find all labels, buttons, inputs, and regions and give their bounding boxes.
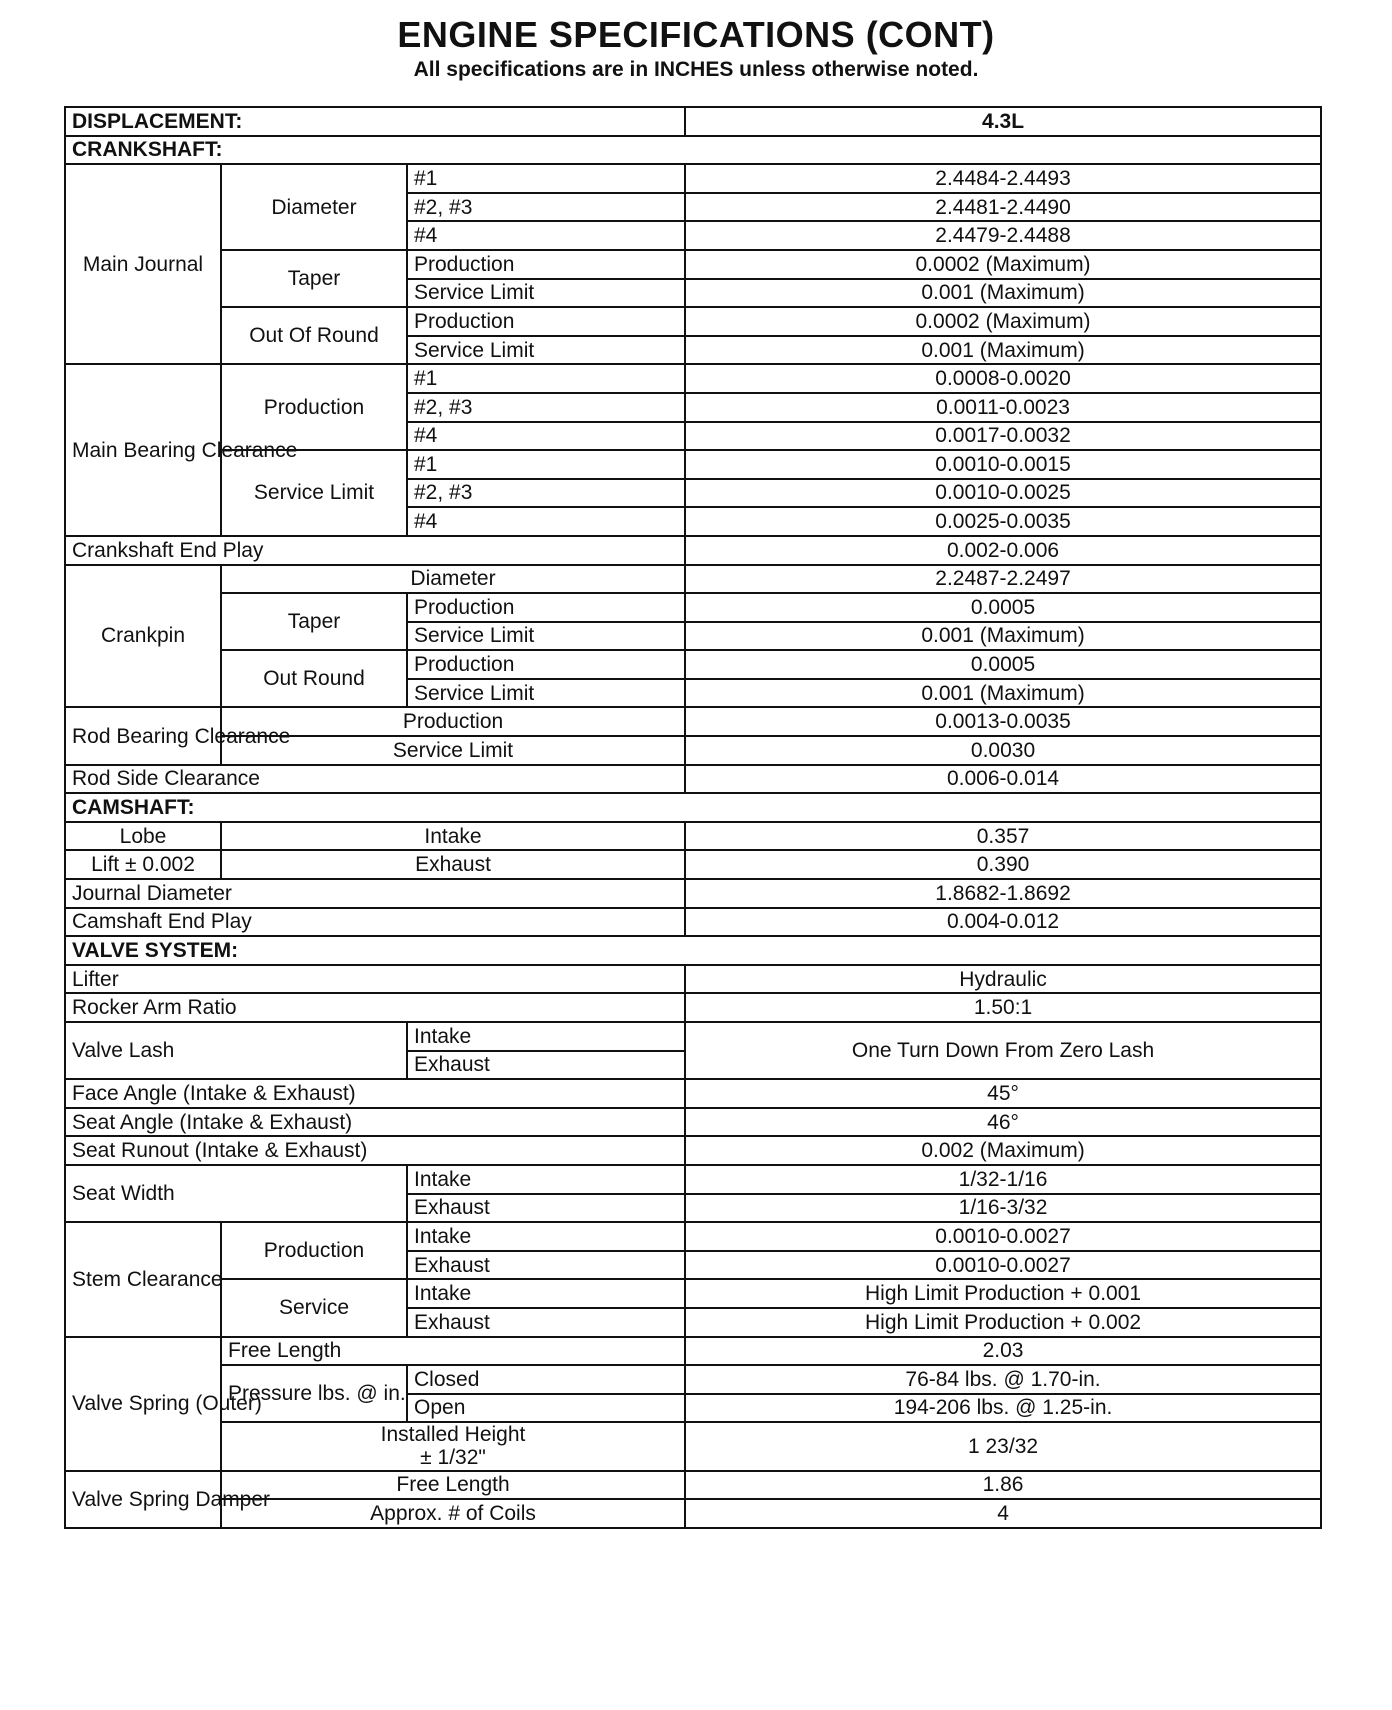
position-label: #1 [407,164,685,193]
production-label: Production [221,364,407,450]
rod-side-clearance-label: Rod Side Clearance [65,765,685,794]
table-row [65,307,1321,336]
free-length-label: Free Length [221,1471,685,1500]
rod-bearing-clearance-label: Rod Bearing Clearance [65,707,221,764]
position-label: #4 [407,422,685,451]
section-header-row [65,936,1321,965]
position-label: #2, #3 [407,393,685,422]
valve-spring-outer-label: Valve Spring (Outer) [65,1337,221,1471]
engine-spec-table [64,106,1322,1529]
diameter-label: Diameter [221,164,407,250]
spec-value: 0.0011-0.0023 [685,393,1321,422]
type-label: Production [407,650,685,679]
spec-value: 0.002-0.006 [685,536,1321,565]
pressure-label: Pressure lbs. @ in. [221,1365,407,1422]
spec-value: 1.50:1 [685,993,1321,1022]
spec-value: 0.0002 (Maximum) [685,307,1321,336]
table-row [65,1108,1321,1137]
out-round-label: Out Round [221,650,407,707]
spec-value: 0.001 (Maximum) [685,622,1321,651]
type-label: Exhaust [407,1251,685,1280]
spec-value: 2.2487-2.2497 [685,565,1321,594]
valve-lash-label: Valve Lash [65,1022,407,1079]
type-label: Production [407,250,685,279]
type-label: Intake [407,1165,685,1194]
table-row [65,765,1321,794]
coils-label: Approx. # of Coils [221,1499,685,1528]
lobe-lift-label-line2: Lift ± 0.002 [65,850,221,879]
spec-value: 0.0030 [685,736,1321,765]
spec-value: 0.0010-0.0027 [685,1251,1321,1280]
type-label: Exhaust [407,1308,685,1337]
seat-angle-label: Seat Angle (Intake & Exhaust) [65,1108,685,1137]
table-row [65,565,1321,594]
type-label: Production [221,707,685,736]
service-label: Service [221,1279,407,1336]
table-row [65,1365,1321,1394]
spec-value: 0.0025-0.0035 [685,507,1321,536]
table-row [65,593,1321,622]
type-label: Exhaust [407,1051,685,1080]
table-row [65,650,1321,679]
table-row [65,1471,1321,1500]
spec-value: 0.0008-0.0020 [685,364,1321,393]
type-label: Service Limit [407,679,685,708]
installed-height-line1: Installed Height [380,1423,526,1447]
face-angle-label: Face Angle (Intake & Exhaust) [65,1079,685,1108]
spec-value: 1.8682-1.8692 [685,879,1321,908]
spec-value: 1.86 [685,1471,1321,1500]
table-row [65,164,1321,193]
main-journal-label: Main Journal [65,164,221,364]
valve-spring-damper-label: Valve Spring Damper [65,1471,221,1528]
spec-value: 2.4484-2.4493 [685,164,1321,193]
table-row [65,1279,1321,1308]
table-row [65,250,1321,279]
spec-value: High Limit Production + 0.002 [685,1308,1321,1337]
seat-width-label: Seat Width [65,1165,407,1222]
spec-value: 0.0005 [685,650,1321,679]
seat-runout-label: Seat Runout (Intake & Exhaust) [65,1136,685,1165]
spec-value: 0.001 (Maximum) [685,336,1321,365]
spec-value: 2.03 [685,1337,1321,1366]
spec-value: 0.002 (Maximum) [685,1136,1321,1165]
spec-value: 45° [685,1079,1321,1108]
spec-value: 0.0010-0.0025 [685,479,1321,508]
position-label: #2, #3 [407,479,685,508]
type-label: Exhaust [221,850,685,879]
installed-height-line2: ± 1/32" [420,1446,486,1470]
spec-value: 0.004-0.012 [685,908,1321,937]
spec-value: 0.0013-0.0035 [685,707,1321,736]
table-row [65,1337,1321,1366]
taper-label: Taper [221,250,407,307]
type-label: Production [407,593,685,622]
spec-value: 46° [685,1108,1321,1137]
spec-value: 2.4481-2.4490 [685,193,1321,222]
installed-height-label [221,1422,685,1470]
type-label: Exhaust [407,1194,685,1223]
spec-value: 0.001 (Maximum) [685,679,1321,708]
type-label: Intake [407,1222,685,1251]
page-subtitle: All specifications are in INCHES unless otherwise noted. [413,58,979,81]
crankshaft-end-play-label: Crankshaft End Play [65,536,685,565]
spec-value: 194-206 lbs. @ 1.25-in. [685,1394,1321,1423]
spec-value: Hydraulic [685,965,1321,994]
crankshaft-heading: CRANKSHAFT: [65,136,1321,165]
lobe-lift-label-line1: Lobe [65,822,221,851]
production-label: Production [221,1222,407,1279]
spec-value: 0.357 [685,822,1321,851]
spec-value: 0.390 [685,850,1321,879]
taper-label: Taper [221,593,407,650]
type-label: Service Limit [407,336,685,365]
type-label: Service Limit [407,622,685,651]
stem-clearance-label: Stem Clearance [65,1222,221,1336]
type-label: Service Limit [221,736,685,765]
type-label: Production [407,307,685,336]
spec-value: 0.0010-0.0027 [685,1222,1321,1251]
position-label: #1 [407,364,685,393]
section-header-row [65,136,1321,165]
table-row [65,536,1321,565]
table-row [65,1222,1321,1251]
spec-value: 1/32-1/16 [685,1165,1321,1194]
spec-value: 76-84 lbs. @ 1.70-in. [685,1365,1321,1394]
type-label: Closed [407,1365,685,1394]
table-row [65,879,1321,908]
table-row [65,850,1321,879]
spec-value: High Limit Production + 0.001 [685,1279,1321,1308]
type-label: Open [407,1394,685,1423]
lifter-label: Lifter [65,965,685,994]
camshaft-end-play-label: Camshaft End Play [65,908,685,937]
position-label: #2, #3 [407,193,685,222]
spec-value: 4 [685,1499,1321,1528]
type-label: Intake [407,1279,685,1308]
crankpin-diameter-label: Diameter [221,565,685,594]
rocker-arm-ratio-label: Rocker Arm Ratio [65,993,685,1022]
table-row [65,364,1321,393]
table-row [65,1079,1321,1108]
table-row [65,1165,1321,1194]
spec-value: 0.0010-0.0015 [685,450,1321,479]
table-row [65,707,1321,736]
spec-value: One Turn Down From Zero Lash [685,1022,1321,1079]
position-label: #1 [407,450,685,479]
out-of-round-label: Out Of Round [221,307,407,364]
table-row [65,1136,1321,1165]
table-row [65,993,1321,1022]
spec-value: 2.4479-2.4488 [685,221,1321,250]
page-title: ENGINE SPECIFICATIONS (CONT) [397,14,995,55]
type-label: Intake [407,1022,685,1051]
table-row [65,107,1321,136]
table-row [65,1422,1321,1470]
spec-value: 0.006-0.014 [685,765,1321,794]
journal-diameter-label: Journal Diameter [65,879,685,908]
displacement-value: 4.3L [685,107,1321,136]
table-row [65,965,1321,994]
type-label: Intake [221,822,685,851]
table-row [65,1022,1321,1051]
section-header-row [65,793,1321,822]
valve-system-heading: VALVE SYSTEM: [65,936,1321,965]
position-label: #4 [407,221,685,250]
spec-value: 0.0002 (Maximum) [685,250,1321,279]
spec-value: 1 23/32 [685,1422,1321,1470]
free-length-label: Free Length [221,1337,685,1366]
spec-value: 0.0017-0.0032 [685,422,1321,451]
position-label: #4 [407,507,685,536]
crankpin-label: Crankpin [65,565,221,708]
spec-value: 1/16-3/32 [685,1194,1321,1223]
table-row [65,908,1321,937]
spec-value: 0.0005 [685,593,1321,622]
displacement-label: DISPLACEMENT: [65,107,685,136]
main-bearing-clearance-label: Main Bearing Clearance [65,364,221,536]
table-row [65,822,1321,851]
service-limit-label: Service Limit [221,450,407,536]
type-label: Service Limit [407,279,685,308]
camshaft-heading: CAMSHAFT: [65,793,1321,822]
spec-value: 0.001 (Maximum) [685,279,1321,308]
